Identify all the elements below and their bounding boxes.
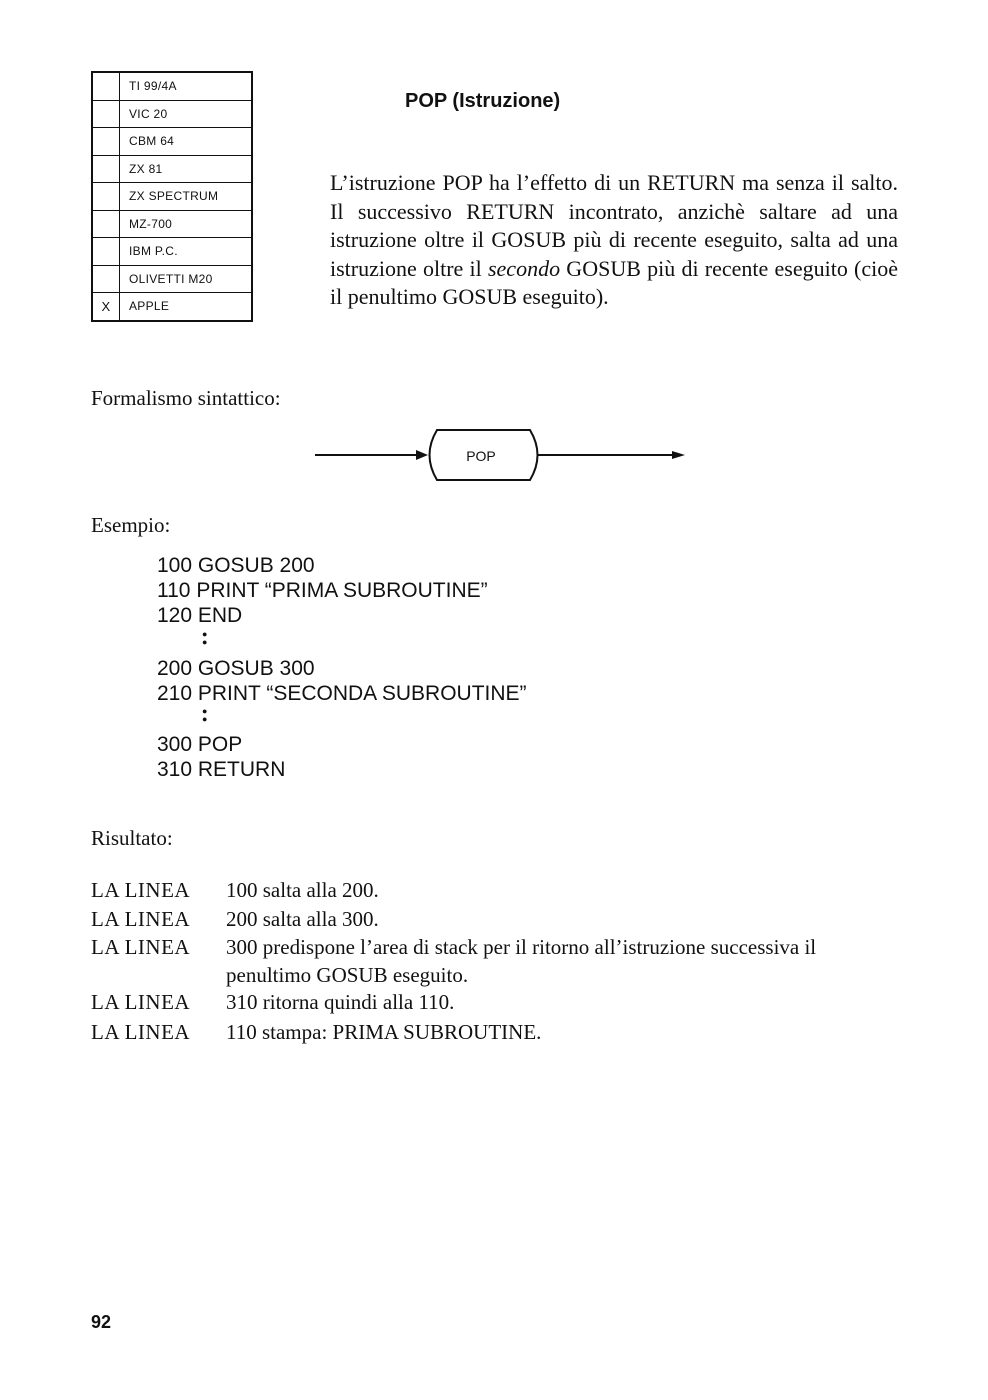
result-keyword: LA LINEA <box>91 1020 191 1044</box>
intro-paragraph <box>330 169 898 312</box>
compat-mark <box>92 128 120 156</box>
compat-computer: CBM 64 <box>120 128 253 156</box>
compat-computer: MZ-700 <box>120 210 253 238</box>
result-text: 200 salta alla 300. <box>226 907 379 931</box>
code-line: 210 PRINT “SECONDA SUBROUTINE” <box>157 682 527 705</box>
table-row <box>92 100 252 128</box>
compat-computer: VIC 20 <box>120 100 253 128</box>
compatibility-table <box>91 71 253 322</box>
code-line: 300 POP <box>157 733 243 756</box>
table-row <box>92 128 252 156</box>
table-row <box>92 293 252 321</box>
table-row <box>92 265 252 293</box>
table-row <box>92 72 252 100</box>
code-line: 310 RETURN <box>157 758 286 781</box>
compat-computer: ZX 81 <box>120 155 253 183</box>
result-keyword: LA LINEA <box>91 907 191 931</box>
result-keyword: LA LINEA <box>91 935 191 959</box>
intro-emphasis: secondo <box>487 255 561 281</box>
result-label: Risultato: <box>91 826 173 850</box>
syntax-label: Formalismo sintattico: <box>91 386 281 410</box>
example-label: Esempio: <box>91 513 171 537</box>
page-number: 92 <box>91 1312 112 1332</box>
compat-computer: TI 99/4A <box>120 72 253 100</box>
code-line: 120 END <box>157 604 243 627</box>
intro-text: GOSUB più di recente eseguito (cioè il penultimo GOSUB eseguito). <box>330 255 899 309</box>
intro-text: L’istruzione POP ha l’effetto di un RETURN ma senza il salto. Il successivo RETURN incontrato, anzichè saltare ad una istruzione oltre il GOSUB più di recente eseguito, salta ad una istruzione oltre il <box>330 170 898 281</box>
compat-computer: OLIVETTI M20 <box>120 265 253 293</box>
table-row <box>92 210 252 238</box>
compat-mark <box>92 155 120 183</box>
code-line: 110 PRINT “PRIMA SUBROUTINE” <box>157 579 488 602</box>
compat-mark <box>92 265 120 293</box>
table-row <box>92 155 252 183</box>
syntax-keyword: POP <box>466 448 496 464</box>
compat-computer: ZX SPECTRUM <box>120 183 253 211</box>
compat-mark <box>92 72 120 100</box>
result-text: 100 salta alla 200. <box>226 878 379 902</box>
table-row <box>92 238 252 266</box>
compat-mark <box>92 100 120 128</box>
compat-mark <box>92 183 120 211</box>
ellipsis-dots: ● ● <box>202 706 208 724</box>
result-keyword: LA LINEA <box>91 878 191 902</box>
compat-mark: X <box>92 293 120 321</box>
result-keyword: LA LINEA <box>91 990 191 1014</box>
entry-arrowhead <box>416 450 428 460</box>
compat-computer: IBM P.C. <box>120 238 253 266</box>
result-text: 310 ritorna quindi alla 110. <box>226 990 455 1014</box>
exit-arrowhead <box>672 451 685 459</box>
compat-mark <box>92 238 120 266</box>
compat-mark <box>92 210 120 238</box>
page-title: POP (Istruzione) <box>405 90 561 112</box>
result-text: 300 predispone l’area di stack per il ritorno all’istruzione successiva il penultimo GOSUB eseguito. <box>226 935 817 987</box>
table-row <box>92 183 252 211</box>
result-text: 110 stampa: PRIMA SUBROUTINE. <box>226 1020 542 1044</box>
syntax-diagram <box>310 425 690 485</box>
code-line: 200 GOSUB 300 <box>157 657 315 680</box>
code-line: 100 GOSUB 200 <box>157 554 315 577</box>
ellipsis-dots: ● ● <box>202 629 208 647</box>
compat-computer: APPLE <box>120 293 253 321</box>
